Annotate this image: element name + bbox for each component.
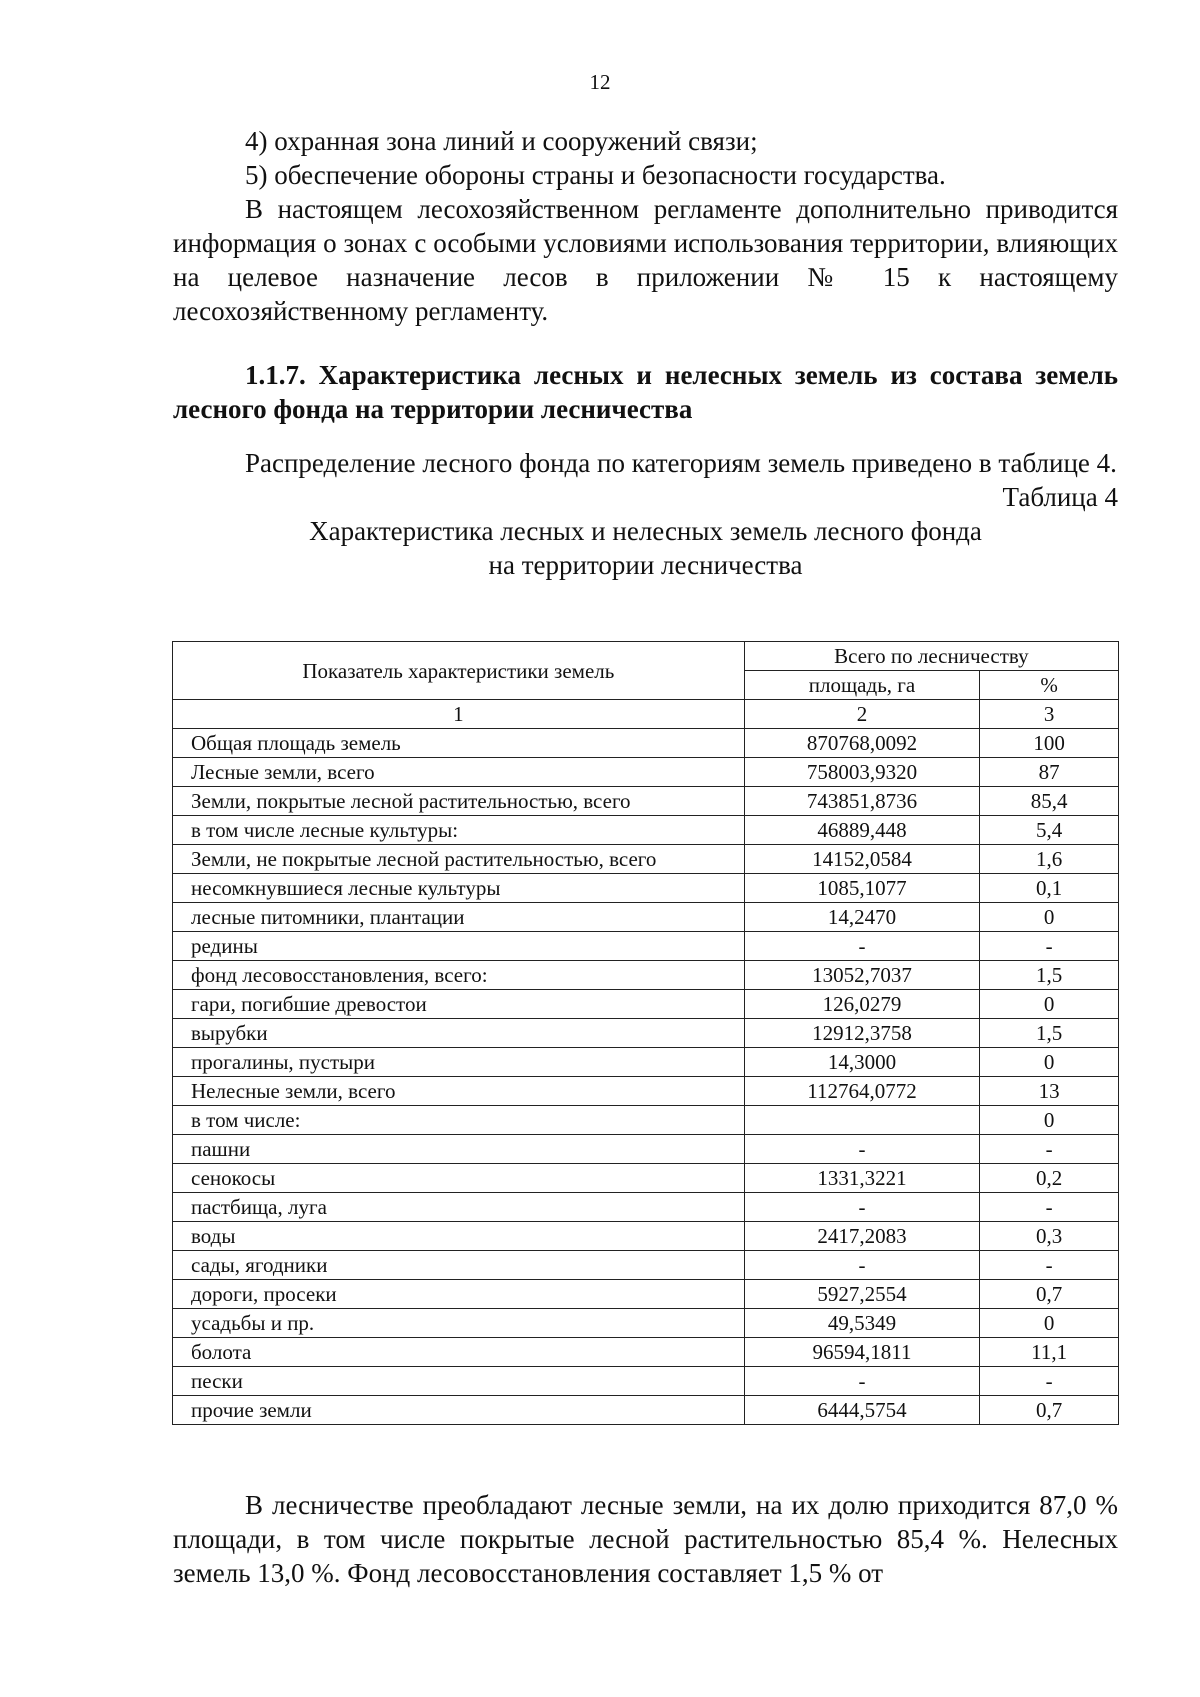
row-name: пастбища, луга <box>173 1193 745 1222</box>
row-percent: 0,7 <box>980 1280 1119 1309</box>
row-percent: 13 <box>980 1077 1119 1106</box>
header-percent: % <box>980 671 1119 700</box>
table-row <box>173 1077 1119 1106</box>
table-row <box>173 1280 1119 1309</box>
table-row <box>173 1193 1119 1222</box>
row-percent: 100 <box>980 729 1119 758</box>
table-row <box>173 990 1119 1019</box>
top-text-block <box>173 124 1118 328</box>
list-item: 4) охранная зона линий и сооружений связи; <box>245 126 758 156</box>
row-area: - <box>744 1367 980 1396</box>
table-row <box>173 1048 1119 1077</box>
row-area: - <box>744 1193 980 1222</box>
row-area: 112764,0772 <box>744 1077 980 1106</box>
list-item: 5) обеспечение обороны страны и безопасности государства. <box>245 160 946 190</box>
table-row <box>173 1338 1119 1367</box>
row-percent: 87 <box>980 758 1119 787</box>
row-name: фонд лесовосстановления, всего: <box>173 961 745 990</box>
table-row <box>173 874 1119 903</box>
row-area: - <box>744 1251 980 1280</box>
table-row <box>173 1309 1119 1338</box>
row-name: вырубки <box>173 1019 745 1048</box>
row-name: сады, ягодники <box>173 1251 745 1280</box>
table-row <box>173 758 1119 787</box>
table-row <box>173 845 1119 874</box>
row-name: несомкнувшиеся лесные культуры <box>173 874 745 903</box>
distribution-block <box>173 446 1118 582</box>
section-block <box>173 358 1118 426</box>
closing-paragraph: В лесничестве преобладают лесные земли, на их долю приходится 87,0 % площади, в том числе покрытые лесной растительностью 85,4 %. Нелесных земель 13,0 %. Фонд лесовосстановления составляет 1,5 % от <box>173 1490 1118 1588</box>
row-area: 126,0279 <box>744 990 980 1019</box>
row-name: Лесные земли, всего <box>173 758 745 787</box>
row-name: в том числе: <box>173 1106 745 1135</box>
row-area: 743851,8736 <box>744 787 980 816</box>
row-percent: - <box>980 1193 1119 1222</box>
row-area: 49,5349 <box>744 1309 980 1338</box>
row-percent: 0 <box>980 990 1119 1019</box>
row-name: Нелесные земли, всего <box>173 1077 745 1106</box>
row-name: пашни <box>173 1135 745 1164</box>
table-row <box>173 1222 1119 1251</box>
page-number: 12 <box>589 70 611 94</box>
row-name: Земли, не покрытые лесной растительностью, всего <box>173 845 745 874</box>
row-percent: - <box>980 1135 1119 1164</box>
column-number: 2 <box>744 700 980 729</box>
row-name: воды <box>173 1222 745 1251</box>
row-percent: 0 <box>980 1106 1119 1135</box>
row-area: 758003,9320 <box>744 758 980 787</box>
header-total: Всего по лесничеству <box>744 642 1118 671</box>
row-area: 14,3000 <box>744 1048 980 1077</box>
row-name: сенокосы <box>173 1164 745 1193</box>
table-row <box>173 729 1119 758</box>
table-row <box>173 1164 1119 1193</box>
row-area: 2417,2083 <box>744 1222 980 1251</box>
row-area: 6444,5754 <box>744 1396 980 1425</box>
table-row <box>173 1135 1119 1164</box>
row-area: 870768,0092 <box>744 729 980 758</box>
intro-paragraph: В настоящем лесохозяйственном регламенте дополнительно приводится информация о зонах с особыми условиями использования территории, влияющих на целевое назначение лесов в приложении № 15 к настоящему лесохозяйственному регламенту. <box>173 194 1118 326</box>
row-area: - <box>744 1135 980 1164</box>
row-percent: 0,2 <box>980 1164 1119 1193</box>
table-row <box>173 961 1119 990</box>
row-name: в том числе лесные культуры: <box>173 816 745 845</box>
row-percent: 0 <box>980 1309 1119 1338</box>
row-percent: 0,1 <box>980 874 1119 903</box>
table-title-line2: на территории лесничества <box>488 550 803 580</box>
row-percent: 0 <box>980 1048 1119 1077</box>
row-name: усадьбы и пр. <box>173 1309 745 1338</box>
row-name: редины <box>173 932 745 961</box>
row-area: 1085,1077 <box>744 874 980 903</box>
row-area: 46889,448 <box>744 816 980 845</box>
row-percent: 1,5 <box>980 1019 1119 1048</box>
row-name: дороги, просеки <box>173 1280 745 1309</box>
table-title-line1: Характеристика лесных и нелесных земель лесного фонда <box>309 516 982 546</box>
row-name: прочие земли <box>173 1396 745 1425</box>
table-row <box>173 1019 1119 1048</box>
row-percent: 1,6 <box>980 845 1119 874</box>
table-row <box>173 787 1119 816</box>
table-row <box>173 932 1119 961</box>
row-name: гари, погибшие древостои <box>173 990 745 1019</box>
row-percent: - <box>980 1251 1119 1280</box>
table-row <box>173 1396 1119 1425</box>
row-area: 14,2470 <box>744 903 980 932</box>
row-name: прогалины, пустыри <box>173 1048 745 1077</box>
table-row <box>173 1251 1119 1280</box>
row-area <box>744 1106 980 1135</box>
row-name: Общая площадь земель <box>173 729 745 758</box>
row-percent: - <box>980 1367 1119 1396</box>
column-number: 3 <box>980 700 1119 729</box>
row-percent: 0 <box>980 903 1119 932</box>
header-area: площадь, га <box>744 671 980 700</box>
column-number: 1 <box>173 700 745 729</box>
row-area: 14152,0584 <box>744 845 980 874</box>
table-label: Таблица 4 <box>1002 482 1118 512</box>
row-area: 5927,2554 <box>744 1280 980 1309</box>
row-name: Земли, покрытые лесной растительностью, всего <box>173 787 745 816</box>
row-percent: 5,4 <box>980 816 1119 845</box>
header-indicator: Показатель характеристики земель <box>173 642 745 700</box>
row-name: лесные питомники, плантации <box>173 903 745 932</box>
closing-block <box>173 1488 1118 1590</box>
distribution-paragraph: Распределение лесного фонда по категориям земель приведено в таблице 4. <box>245 448 1117 478</box>
table-row <box>173 1367 1119 1396</box>
row-area: 96594,1811 <box>744 1338 980 1367</box>
row-name: пески <box>173 1367 745 1396</box>
land-characteristics-table <box>172 641 1119 1425</box>
row-percent: 0,3 <box>980 1222 1119 1251</box>
row-area: 1331,3221 <box>744 1164 980 1193</box>
row-name: болота <box>173 1338 745 1367</box>
table-body <box>173 729 1119 1425</box>
table-row <box>173 903 1119 932</box>
row-percent: 11,1 <box>980 1338 1119 1367</box>
row-percent: 85,4 <box>980 787 1119 816</box>
table-row <box>173 1106 1119 1135</box>
row-area: - <box>744 932 980 961</box>
row-percent: 0,7 <box>980 1396 1119 1425</box>
table-row <box>173 816 1119 845</box>
row-area: 12912,3758 <box>744 1019 980 1048</box>
section-heading: 1.1.7. Характеристика лесных и нелесных земель из состава земель лесного фонда на территории лесничества <box>173 360 1118 424</box>
row-percent: - <box>980 932 1119 961</box>
row-percent: 1,5 <box>980 961 1119 990</box>
row-area: 13052,7037 <box>744 961 980 990</box>
